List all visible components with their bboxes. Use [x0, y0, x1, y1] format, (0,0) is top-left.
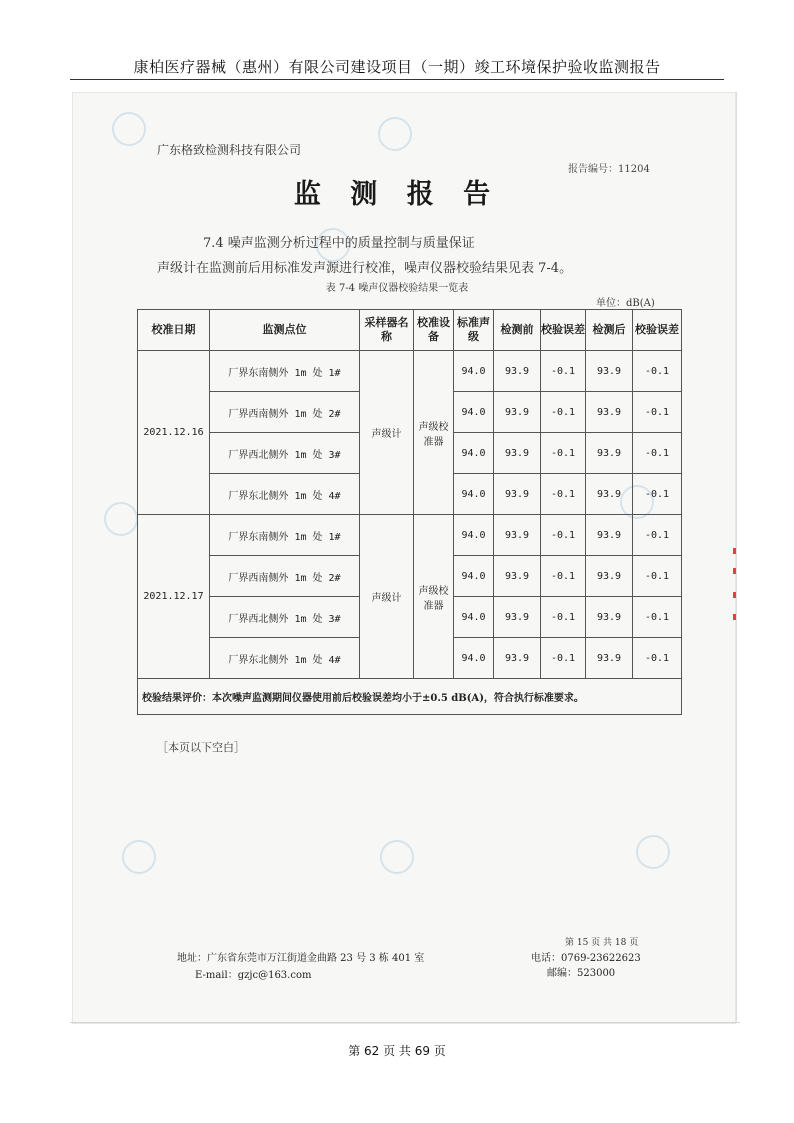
after-value: 93.9 [586, 515, 633, 556]
before-value: 93.9 [494, 351, 541, 392]
monitoring-point: 厂界东北侧外 1m 处 4# [210, 638, 360, 679]
standard-level: 94.0 [454, 597, 494, 638]
before-error: -0.1 [541, 392, 586, 433]
monitoring-point: 厂界东南侧外 1m 处 1# [210, 515, 360, 556]
calibrator-name: 声级校准器 [414, 351, 454, 515]
column-header: 检测后 [586, 310, 633, 351]
column-header: 监测点位 [210, 310, 360, 351]
after-value: 93.9 [586, 597, 633, 638]
after-value: 93.9 [586, 351, 633, 392]
after-value: 93.9 [586, 392, 633, 433]
after-error: -0.1 [633, 597, 682, 638]
monitoring-point: 厂界东北侧外 1m 处 4# [210, 474, 360, 515]
before-value: 93.9 [494, 392, 541, 433]
before-error: -0.1 [541, 474, 586, 515]
scan-right-edge [736, 92, 737, 1022]
column-header: 校准日期 [138, 310, 210, 351]
after-error: -0.1 [633, 515, 682, 556]
table-caption: 表 7-4 噪声仪器校验结果一览表 [325, 283, 469, 294]
company-address: 地址：广东省东莞市万江街道金曲路 23 号 3 栋 401 室 [177, 953, 425, 964]
before-error: -0.1 [541, 433, 586, 474]
before-value: 93.9 [494, 597, 541, 638]
before-value: 93.9 [494, 556, 541, 597]
watermark-logo-icon [636, 835, 670, 869]
watermark-logo-icon [122, 840, 156, 874]
section-heading: 7.4 噪声监测分析过程中的质量控制与质量保证 [203, 236, 475, 251]
after-value: 93.9 [586, 556, 633, 597]
column-header: 校验误差 [541, 310, 586, 351]
monitoring-point: 厂界西南侧外 1m 处 2# [210, 392, 360, 433]
header-rule [70, 79, 724, 80]
before-value: 93.9 [494, 474, 541, 515]
after-error: -0.1 [633, 351, 682, 392]
calibration-date: 2021.12.16 [138, 351, 210, 515]
after-value: 93.9 [586, 433, 633, 474]
scan-red-mark [733, 592, 736, 598]
company-postcode: 邮编：523000 [547, 968, 616, 979]
page-number: 第 62 页 共 69 页 [348, 1044, 446, 1058]
after-value: 93.9 [586, 474, 633, 515]
monitoring-point: 厂界西北侧外 1m 处 3# [210, 433, 360, 474]
company-phone: 电话：0769-23622623 [531, 953, 641, 964]
after-error: -0.1 [633, 433, 682, 474]
standard-level: 94.0 [454, 515, 494, 556]
calibration-date: 2021.12.17 [138, 515, 210, 679]
table-row [138, 351, 682, 392]
standard-level: 94.0 [454, 474, 494, 515]
standard-level: 94.0 [454, 351, 494, 392]
column-header: 校验误差 [633, 310, 682, 351]
report-title: 监 测 报 告 [293, 179, 501, 210]
blank-below-note: ［本页以下空白］ [157, 741, 245, 754]
intro-paragraph: 声级计在监测前后用标准发声源进行校准，噪声仪器校验结果见表 7-4。 [157, 261, 573, 276]
evaluation-row [138, 679, 682, 715]
monitoring-point: 厂界东南侧外 1m 处 1# [210, 351, 360, 392]
company-email: E-mail：gzjc@163.com [195, 970, 312, 981]
column-header: 检测前 [494, 310, 541, 351]
scan-red-mark [733, 548, 736, 554]
evaluation-text: 校验结果评价：本次噪声监测期间仪器使用前后校验误差均小于±0.5 dB(A)，符合执行标准要求。 [138, 679, 682, 715]
table-row [138, 515, 682, 556]
table-unit: 单位：dB(A) [596, 298, 655, 309]
instrument-name: 声级计 [360, 515, 414, 679]
watermark-logo-icon [378, 117, 412, 151]
after-error: -0.1 [633, 638, 682, 679]
after-error: -0.1 [633, 474, 682, 515]
company-name: 广东格致检测科技有限公司 [157, 143, 302, 157]
instrument-name: 声级计 [360, 351, 414, 515]
before-error: -0.1 [541, 351, 586, 392]
after-value: 93.9 [586, 638, 633, 679]
watermark-logo-icon [104, 502, 138, 536]
table-header-row [138, 310, 682, 351]
scan-red-mark [733, 614, 736, 620]
standard-level: 94.0 [454, 638, 494, 679]
before-error: -0.1 [541, 556, 586, 597]
before-error: -0.1 [541, 638, 586, 679]
monitoring-point: 厂界西北侧外 1m 处 3# [210, 597, 360, 638]
before-error: -0.1 [541, 515, 586, 556]
scan-red-mark [733, 568, 736, 574]
standard-level: 94.0 [454, 433, 494, 474]
report-number: 报告编号：11204 [568, 164, 650, 175]
standard-level: 94.0 [454, 392, 494, 433]
watermark-logo-icon [112, 112, 146, 146]
column-header: 采样器名称 [360, 310, 414, 351]
calibration-table [137, 309, 682, 715]
document-header-title: 康柏医疗器械（惠州）有限公司建设项目（一期）竣工环境保护验收监测报告 [133, 58, 661, 76]
monitoring-point: 厂界西南侧外 1m 处 2# [210, 556, 360, 597]
inner-page-count: 第 15 页 共 18 页 [565, 938, 639, 948]
before-error: -0.1 [541, 597, 586, 638]
column-header: 校准设备 [414, 310, 454, 351]
after-error: -0.1 [633, 392, 682, 433]
standard-level: 94.0 [454, 556, 494, 597]
column-header: 标准声级 [454, 310, 494, 351]
scan-bottom-edge [70, 1022, 740, 1023]
before-value: 93.9 [494, 515, 541, 556]
before-value: 93.9 [494, 433, 541, 474]
after-error: -0.1 [633, 556, 682, 597]
watermark-logo-icon [380, 840, 414, 874]
before-value: 93.9 [494, 638, 541, 679]
calibrator-name: 声级校准器 [414, 515, 454, 679]
